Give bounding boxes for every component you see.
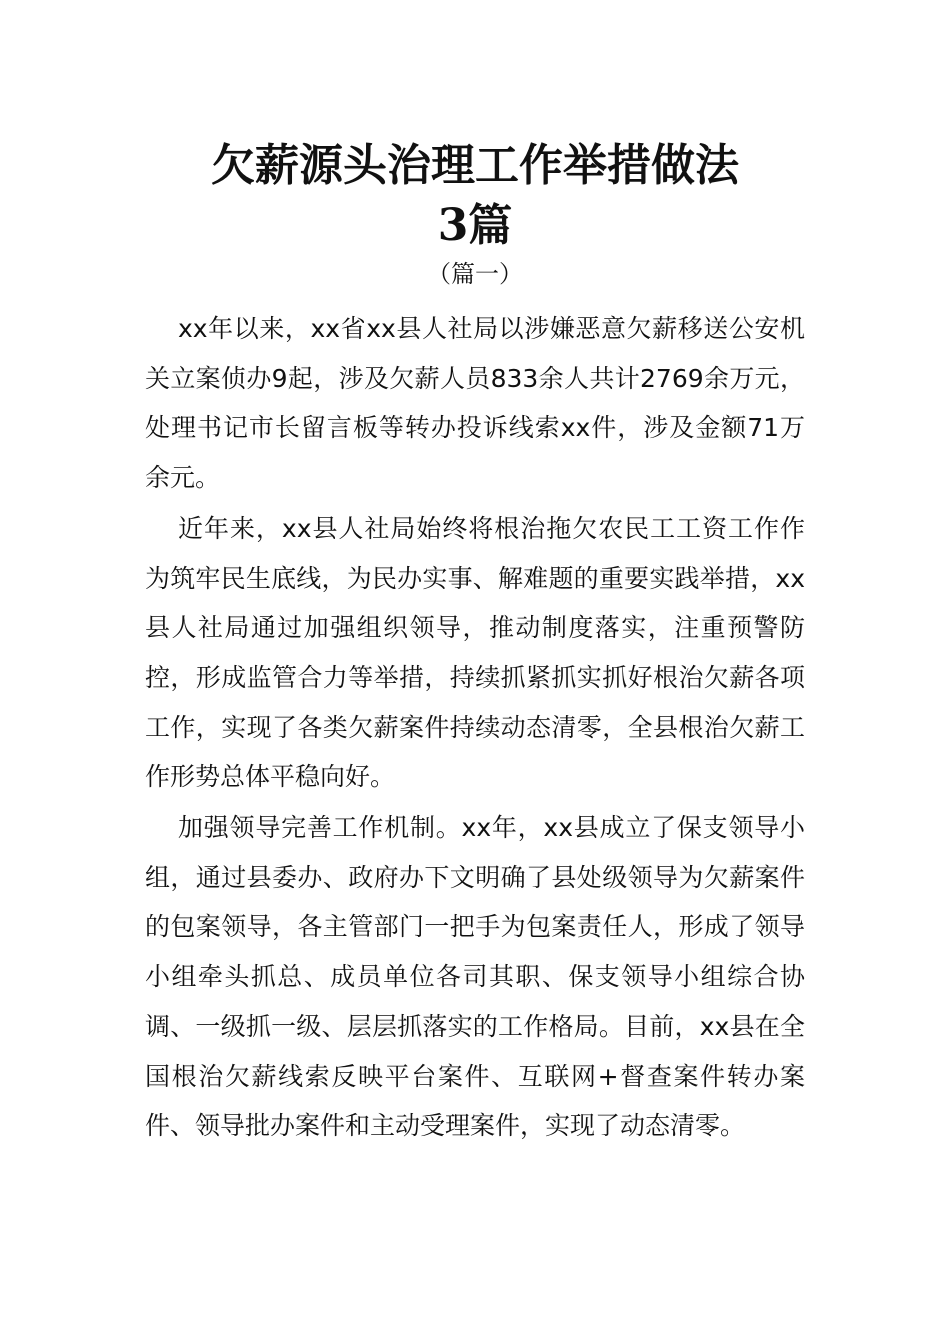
document-title-count: 3篇: [437, 200, 513, 251]
paragraph: 近年来，xx县人社局始终将根治拖欠农民工工资工作作为筑牢民生底线，为民办实事、解难题的重要实践举措，xx县人社局通过加强组织领导，推动制度落实，注重预警防控，形成监管合力等举措，持续抓紧抓实抓好根治欠薪各项工作，实现了各类欠薪案件持续动态清零，全县根治欠薪工作形势总体平稳向好。: [145, 513, 805, 792]
paragraph: xx年以来，xx省xx县人社局以涉嫌恶意欠薪移送公安机关立案侦办9起，涉及欠薪人员833余人共计2769余万元，处理书记市长留言板等转办投诉线索xx件，涉及金额71万余元。: [145, 314, 805, 493]
paragraph: 加强领导完善工作机制。xx年，xx县成立了保支领导小组，通过县委办、政府办下文明确了县处级领导为欠薪案件的包案领导，各主管部门一把手为包案责任人，形成了领导小组牵头抓总、成员单位各司其职、保支领导小组综合协调、一级抓一级、层层抓落实的工作格局。目前，xx县在全国根治欠薪线索反映平台案件、互联网+督查案件转办案件、领导批办案件和主动受理案件，实现了动态清零。: [145, 813, 805, 1141]
document-body: [145, 304, 805, 1152]
section-label: （篇一）: [427, 260, 523, 288]
document-title: 欠薪源头治理工作举措做法: [211, 140, 739, 191]
